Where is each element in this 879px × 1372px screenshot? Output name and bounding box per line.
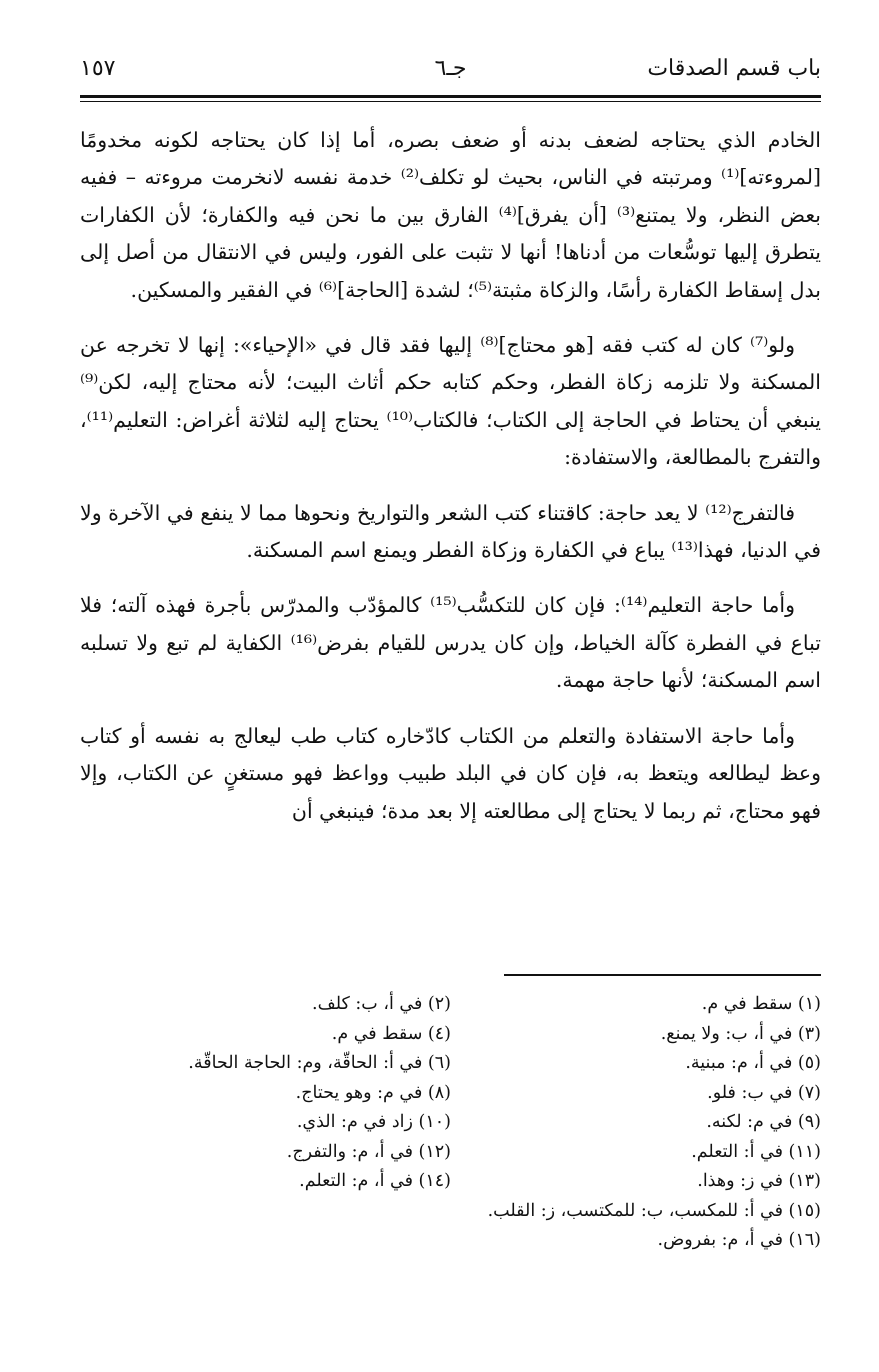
page-number: ١٥٧ [80,56,116,81]
footnote-row [80,1020,821,1050]
footnote: (٣) في أ، ب: ولا يمنع. [660,1023,821,1044]
main-text [80,122,821,848]
footnote: (٩) في م: لكنه. [706,1112,821,1132]
volume-number: جـ٦ [434,56,467,81]
header-rule-thick [80,95,821,98]
footnote: (١٣) في ز: وهذا. [697,1171,821,1191]
footnote: (٥) في أ، م: مبنية. [685,1053,821,1073]
paragraph: ولو⁽⁷⁾ كان له كتب فقه [هو محتاج]⁽⁸⁾ إليها فقد قال في «الإحياء»: إنها لا تخرجه عن المسكنة ولا تلزمه زكاة الفطر، وحكم كتابه حكم أثاث البيت؛ لأنه محتاج إليه، لكن⁽⁹⁾ ينبغي أن يحتاط في الحاجة إلى الكتاب؛ فالكتاب⁽¹⁰⁾ يحتاج إليه لثلاثة أغراض: التعليم⁽¹¹⁾، والتفرج بالمطالعة، والاستفادة: [80,333,822,470]
chapter-title: باب قسم الصدقات [647,56,821,81]
footnote-row [80,1049,821,1079]
paragraph: وأما حاجة الاستفادة والتعلم من الكتاب كادّخاره كتاب طب ليعالج به نفسه أو كتاب وعظ ليطالعه ويتعظ به، فإن كان في البلد طبيب وواعظ فهو مستغنٍ عن الكتاب، وإلا فهو محتاج، ثم ربما لا يحتاج إلى مطالعته إلا بعد مدة؛ فينبغي أن [80,723,821,823]
footnote: (١١) في أ: التعلم. [691,1141,821,1162]
footnote: (١٤) في أ، م: التعلم. [299,1171,451,1191]
running-header [80,56,821,92]
paragraph: وأما حاجة التعليم⁽¹⁴⁾: فإن كان للتكسُّب⁽¹⁵⁾ كالمؤدّب والمدرّس بأجرة فهذه آلته؛ فلا تباع في الفطرة كآلة الخياط، وإن كان يدرس للقيام بفرض⁽¹⁶⁾ الكفاية لم تبع ولا تسلبه اسم المسكنة؛ لأنها حاجة مهمة. [80,593,821,693]
footnotes [80,990,821,1256]
paragraph: فالتفرج⁽¹²⁾ لا يعد حاجة: كاقتناء كتب الشعر والتواريخ ونحوها مما لا ينفع في الآخرة ولا في الدنيا، فهذا⁽¹³⁾ يباع في الكفارة وزكاة الفطر ويمنع اسم المسكنة. [80,500,821,563]
footnote: (٧) في ب: فلو. [707,1082,821,1103]
footnote-row [80,1167,821,1197]
footnote-row [80,990,821,1020]
footnote: (١٢) في أ، م: والتفرج. [286,1141,451,1162]
footnote: (١٥) في أ: للمكسب، ب: للمكتسب، ز: القلب. [487,1200,821,1221]
footnote: (١) سقط في م. [701,994,821,1014]
footnote-separator [504,974,821,976]
footnote: (٨) في م: وهو يحتاج. [295,1082,451,1103]
footnote: (١٠) زاد في م: الذي. [296,1112,451,1132]
footnote: (٦) في أ: الحاقّة، وم: الحاجة الحاقّة. [188,1053,451,1073]
paragraph: الخادم الذي يحتاجه لضعف بدنه أو ضعف بصره، أما إذا كان يحتاجه لكونه مخدومًا [لمروءته]⁽¹⁾ ومرتبته في الناس، بحيث لو تكلف⁽²⁾ خدمة نفسه لانخرمت مروءته – ففيه بعض النظر، ولا يمتنع⁽³⁾ [أن يفرق]⁽⁴⁾ الفارق بين ما نحن فيه والكفارة؛ لأن الكفارات يتطرق إليها توسُّعات من أدناها! أنها لا تثبت على الفور، وليس في الانتقال من أصل إلى بدل إسقاط الكفارة رأسًا، والزكاة مثبتة⁽⁵⁾؛ لشدة [الحاجة]⁽⁶⁾ في الفقير والمسكين. [80,128,821,302]
header-rule-thin [80,101,821,102]
footnote-row [80,1079,821,1109]
footnote: (٢) في أ، ب: كلف. [312,994,451,1014]
footnote: (١٦) في أ، م: بفروض. [657,1230,821,1250]
footnote: (٤) سقط في م. [331,1023,451,1044]
footnote-row [80,1138,821,1168]
footnote-row [80,1108,821,1138]
